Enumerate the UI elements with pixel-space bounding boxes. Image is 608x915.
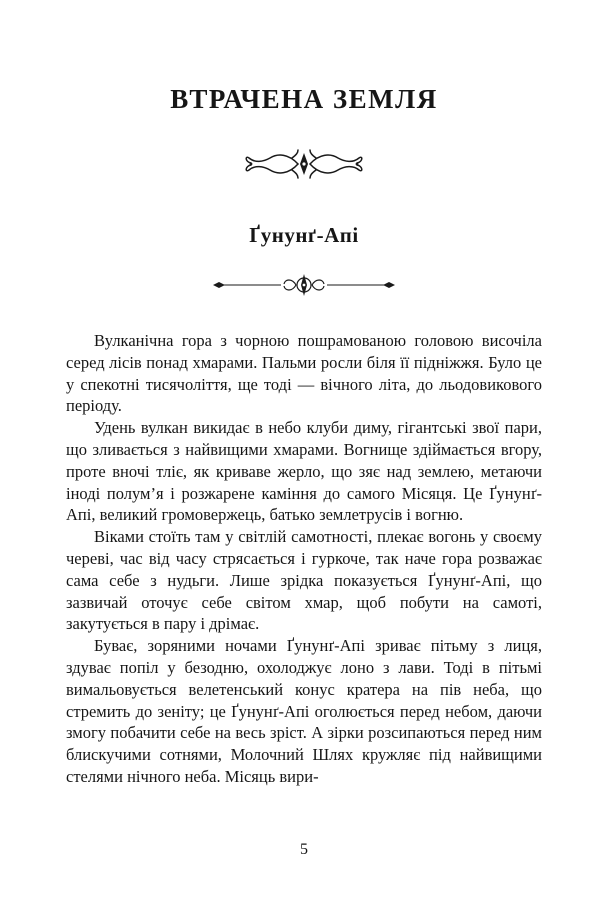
chapter-text bbox=[66, 330, 542, 788]
page-number: 5 bbox=[300, 841, 308, 858]
paragraph-4: Буває, зоряними ночами Ґунунґ-Апі зриває пітьму з лиця, здуває попіл у безодню, охолоджує лоно з лави. Тоді в пітьмі вимальовується велетенський конус кратера на пів неба, що стремить до зеніту; це Ґунунґ-Апі оголюється перед небом, даючи змогу побачити себе на весь зріст. А зірки розсипаються перед ним блискучими сотнями, Молочний Шлях кружляє під найвищими стелями нічного неба. Місяць вири- bbox=[66, 636, 542, 786]
chapter-title: Ґунунґ-Апі bbox=[249, 223, 359, 247]
floral-ornament-icon bbox=[0, 147, 608, 181]
book-title: ВТРАЧЕНА ЗЕМЛЯ bbox=[170, 84, 438, 114]
divider-ornament-icon bbox=[0, 272, 608, 298]
paragraph-2: Удень вулкан викидає в небо клуби диму, гігантські звої пари, що зливається з найвищими хмарами. Вогнище здіймається вгору, проте вночі тліє, як криваве жерло, що зяє над землею, метаючи іноді полум’я і розжарене каміння до самого Місяця. Це Ґунунґ-Апі, великий громовержець, батько землетрусів і вогню. bbox=[66, 418, 542, 525]
paragraph-3: Віками стоїть там у світлій самотності, плекає вогонь у своєму череві, час від часу стрясається і гуркоче, так наче гора розважає сама себе з нудьги. Лише зрідка показується Ґунунґ-Апі, що зазвичай оточує себе світом хмар, щоб побути на самоті, закутується в пару і дрімає. bbox=[66, 527, 542, 634]
paragraph-1: Вулканічна гора з чорною пошрамованою головою височіла серед лісів понад хмарами. Пальми росли біля її підніжжя. Було це у спекотні тисячоліття, ще тоді — вічного літа, до льодовикового періоду. bbox=[66, 331, 542, 416]
